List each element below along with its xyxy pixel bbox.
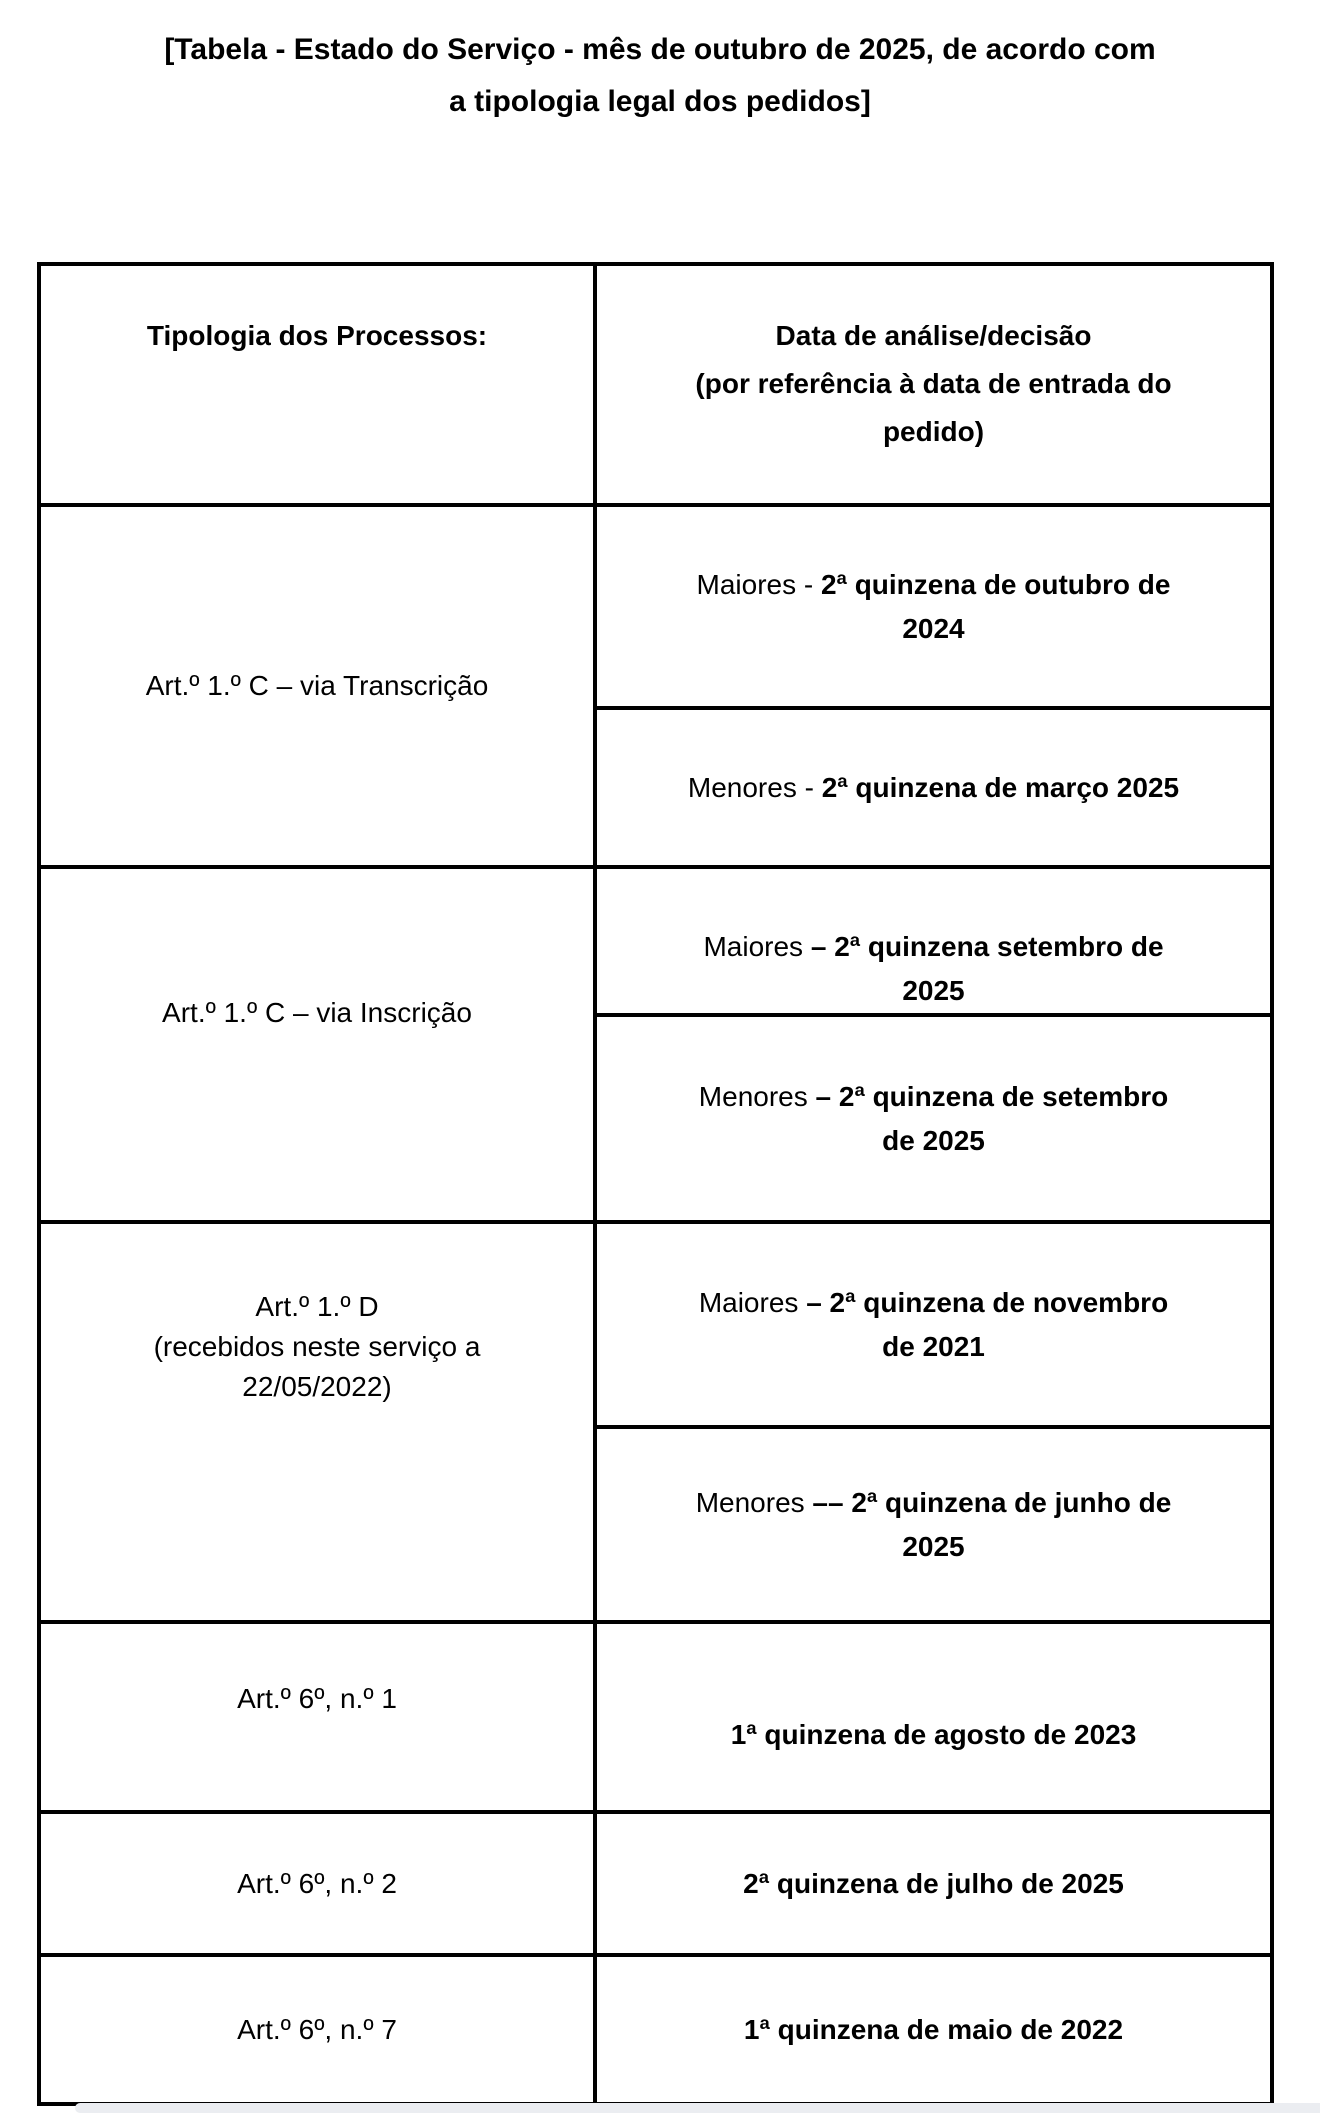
decision-cell-art1d-maiores <box>595 1222 1272 1427</box>
decision-cell-art1c-inscricao-menores <box>595 1015 1272 1222</box>
typology-cell-art6-n2 <box>39 1812 595 1955</box>
service-status-table <box>37 262 1274 2106</box>
decision-cell-art1d-menores <box>595 1427 1272 1622</box>
typology-label: Art.º 1.º C – via Inscrição <box>162 996 472 1028</box>
entry-value: – 2ª quinzena de setembro <box>815 1080 1169 1112</box>
entry-value-line2: 2025 <box>902 975 965 1006</box>
entry-value: 2ª quinzena de outubro de <box>820 568 1171 600</box>
entry-value: 2ª quinzena de março 2025 <box>821 771 1180 803</box>
col-header-decision-line3: pedido) <box>882 416 985 447</box>
entry-value: – 2ª quinzena setembro de <box>810 931 1164 962</box>
typology-label-line1: Art.º 1.º D <box>255 1291 379 1322</box>
entry-value: – 2ª quinzena de novembro <box>806 1286 1169 1318</box>
typology-label-line2: (recebidos neste serviço a <box>153 1331 481 1362</box>
entry-value-line2: de 2021 <box>882 1330 985 1362</box>
col-header-decision-line1: Data de análise/decisão <box>775 320 1092 351</box>
typology-cell-art1c-inscricao <box>39 867 595 1222</box>
col-header-typology <box>39 264 595 505</box>
decision-cell-art1c-inscricao-maiores <box>595 867 1272 1015</box>
page-title <box>0 0 1320 128</box>
entry-prefix: Maiores <box>698 1286 807 1318</box>
decision-cell-art6-n7 <box>595 1955 1272 2104</box>
entry-prefix: Menores <box>695 1486 813 1518</box>
page-title-line2: a tipologia legal dos pedidos] <box>449 85 871 118</box>
typology-cell-art1d <box>39 1222 595 1622</box>
entry-value-line2: 2025 <box>902 1530 965 1562</box>
decision-cell-art1c-transcricao-menores <box>595 708 1272 867</box>
typology-label: Art.º 1.º C – via Transcrição <box>145 670 489 701</box>
col-header-decision-date <box>595 264 1272 505</box>
typology-label-line3: 22/05/2022) <box>242 1371 392 1402</box>
decision-cell-art6-n1 <box>595 1622 1272 1812</box>
typology-cell-art6-n1 <box>39 1622 595 1812</box>
typology-label: Art.º 6º, n.º 1 <box>237 1683 397 1714</box>
entry-prefix: Menores - <box>687 771 822 803</box>
decision-cell-art6-n2 <box>595 1812 1272 1955</box>
horizontal-scrollbar-track[interactable] <box>75 2103 1320 2113</box>
entry-value-line2: de 2025 <box>882 1124 985 1156</box>
page-title-line1: [Tabela - Estado do Serviço - mês de outubro de 2025, de acordo com <box>164 33 1156 66</box>
entry-prefix: Maiores - <box>696 568 821 600</box>
entry-prefix: Maiores <box>703 931 811 962</box>
entry-prefix: Menores <box>698 1080 816 1112</box>
entry-value: 1ª quinzena de maio de 2022 <box>743 2013 1124 2045</box>
entry-value: 2ª quinzena de julho de 2025 <box>743 1867 1124 1899</box>
typology-label: Art.º 6º, n.º 7 <box>237 2013 397 2045</box>
entry-value: 1ª quinzena de agosto de 2023 <box>730 1719 1137 1750</box>
typology-label: Art.º 6º, n.º 2 <box>237 1867 397 1899</box>
col-header-decision-line2: (por referência à data de entrada do <box>695 368 1172 399</box>
entry-value: –– 2ª quinzena de junho de <box>812 1486 1172 1518</box>
decision-cell-art1c-transcricao-maiores <box>595 505 1272 708</box>
entry-value-line2: 2024 <box>902 612 965 644</box>
col-header-typology-label: Tipologia dos Processos: <box>146 320 488 351</box>
typology-cell-art6-n7 <box>39 1955 595 2104</box>
typology-cell-art1c-transcricao <box>39 505 595 867</box>
